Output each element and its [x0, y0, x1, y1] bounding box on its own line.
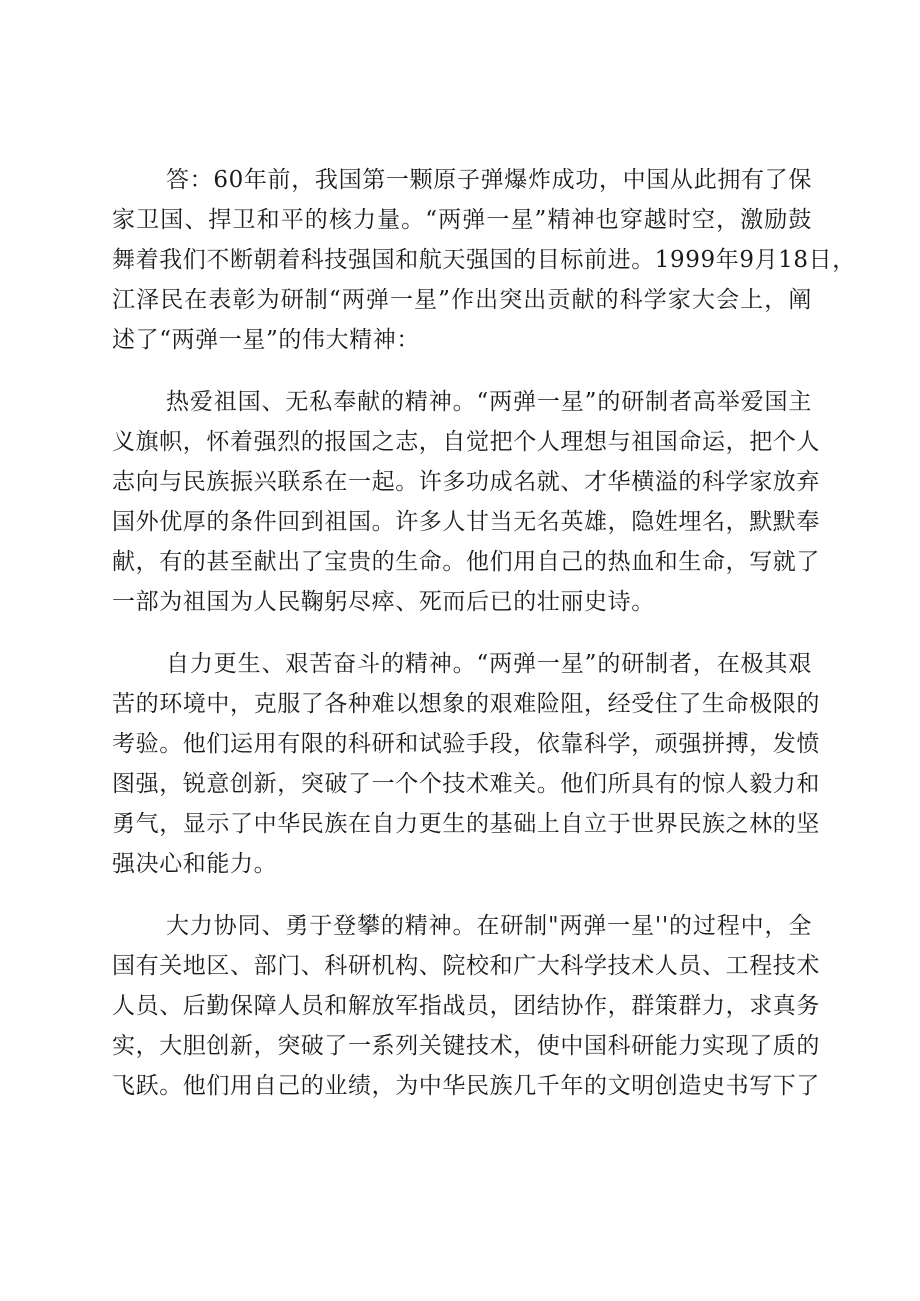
paragraph-answer-intro [112, 160, 856, 360]
paragraph-line: 述了“两弹一星”的伟大精神： [112, 327, 420, 353]
paragraph-line: 舞着我们不断朝着科技强国和航天强国的目标前进。1999年9月18日， [112, 247, 856, 273]
paragraph-line: 考验。他们运用有限的科研和试验手段，依靠科学，顽强拼搏，发愤 [112, 731, 820, 757]
paragraph-line: 答：60年前，我国第一颗原子弹爆炸成功，中国从此拥有了保 [166, 167, 812, 193]
paragraph-line: 一部为祖国为人民鞠躬尽瘁、死而后已的壮丽史诗。 [112, 589, 655, 615]
paragraph-line: 强决心和能力。 [112, 851, 278, 877]
paragraph-line: 自力更生、艰苦奋斗的精神。“两弹一星”的研制者，在极其艰 [166, 651, 812, 677]
paragraph-line: 苦的环境中，克服了各种难以想象的艰难险阻，经受住了生命极限的 [112, 691, 820, 717]
paragraph-line: 江泽民在表彰为研制“两弹一星”作出突出贡献的科学家大会上，阐 [112, 287, 812, 313]
paragraph-line: 志向与民族振兴联系在一起。许多功成名就、才华横溢的科学家放弃 [112, 469, 820, 495]
document-body [112, 160, 856, 1128]
paragraph-line: 国有关地区、部门、科研机构、院校和广大科学技术人员、工程技术 [112, 953, 820, 979]
paragraph-line: 家卫国、捍卫和平的核力量。“两弹一星”精神也穿越时空，激励鼓 [112, 207, 812, 233]
paragraph-line: 国外优厚的条件回到祖国。许多人甘当无名英雄，隐姓埋名，默默奉 [112, 509, 820, 535]
paragraph-line: 飞跃。他们用自己的业绩，为中华民族几千年的文明创造史书写下了 [112, 1073, 820, 1099]
paragraph-line: 实，大胆创新，突破了一系列关键技术，使中国科研能力实现了质的 [112, 1033, 820, 1059]
paragraph-line: 义旗帜，怀着强烈的报国之志，自觉把个人理想与祖国命运，把个人 [112, 429, 820, 455]
paragraph-self-reliance [112, 644, 820, 884]
paragraph-line: 人员、后勤保障人员和解放军指战员，团结协作，群策群力，求真务 [112, 993, 820, 1019]
paragraph-line: 勇气，显示了中华民族在自力更生的基础上自立于世界民族之林的坚 [112, 811, 820, 837]
paragraph-line: 热爱祖国、无私奉献的精神。“两弹一星”的研制者高举爱国主 [166, 389, 812, 415]
paragraph-line: 图强，锐意创新，突破了一个个技术难关。他们所具有的惊人毅力和 [112, 771, 820, 797]
paragraph-cooperation [112, 906, 820, 1106]
paragraph-line: 献，有的甚至献出了宝贵的生命。他们用自己的热血和生命，写就了 [112, 549, 820, 575]
paragraph-line: 大力协同、勇于登攀的精神。在研制"两弹一星''的过程中，全 [166, 913, 812, 939]
paragraph-patriotism [112, 382, 820, 622]
